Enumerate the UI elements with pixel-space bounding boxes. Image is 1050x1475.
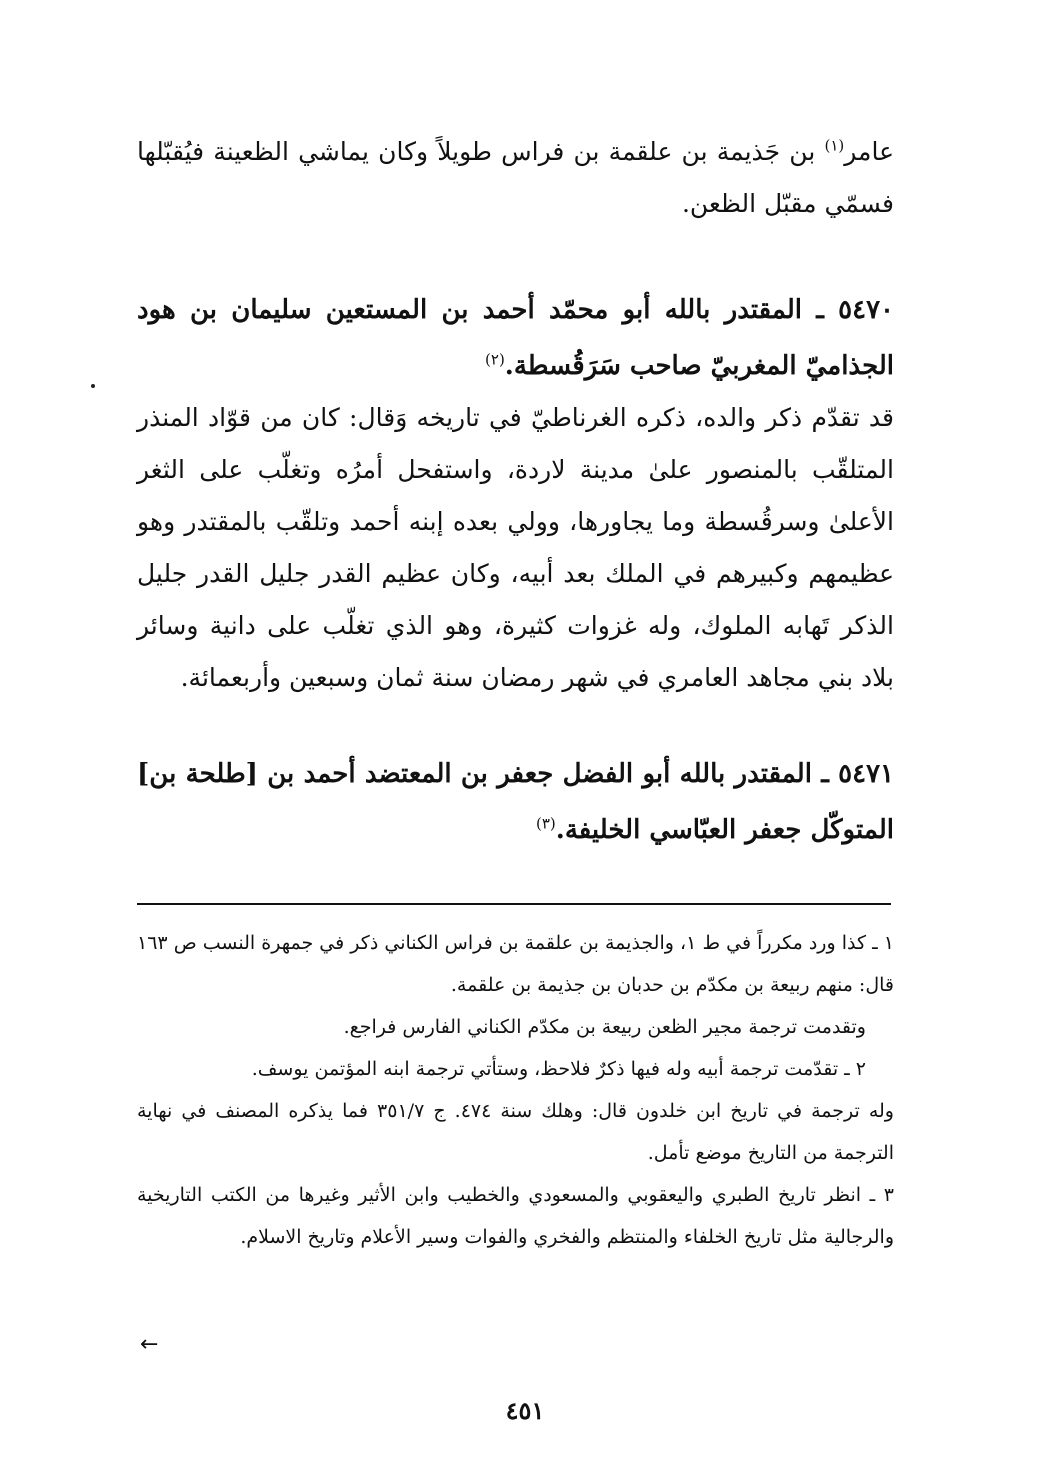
footnote-2: ٢ ـ تقدّمت ترجمة أبيه وله فيها ذكرٌ فلاحظ، وستأتي ترجمة ابنه المؤتمن يوسف. [251, 1058, 866, 1080]
footnote-1-continued: وتقدمت ترجمة مجير الظعن ربيعة بن مكدّم الكناني الفارس فراجع. [343, 1016, 866, 1038]
footnote-separator [137, 903, 891, 905]
footnotes [137, 922, 894, 1258]
intro-text-start: عامر [844, 137, 894, 166]
entry-number: ٥٤٧٠ [838, 295, 894, 325]
footnote-ref-2[interactable]: (٢) [485, 350, 505, 369]
entry-body-text: قد تقدّم ذكر والده، ذكره الغرناطيّ في تاريخه وَقال: كان من قوّاد المنذر المتلقّب بالمنصور علىٰ مدينة لاردة، واستفحل أمرُه وتغلّب على الثغر الأعلىٰ وسرقُسطة وما يجاورها، وولي بعده إبنه أحمد وتلقّب بالمقتدر وهو عظيمهم وكبيرهم في الملك بعد أبيه، وكان عظيم القدر جليل القدر جليل الذكر تَهابه الملوك، وله غزوات كثيرة، وهو الذي تغلّب على دانية وسائر بلاد بني مجاهد العامري في شهر رمضان سنة ثمان وسبعين وأربعمائة. [137, 403, 894, 692]
entry-5470-heading [137, 282, 894, 394]
margin-dot [91, 384, 95, 388]
entry-5471-heading [137, 746, 894, 858]
entry-title: ـ المقتدر بالله أبو الفضل جعفر بن المعتضد أحمد بن [طلحة بن] المتوكّل جعفر العبّاسي الخليفة. [137, 759, 894, 845]
footnote-1: ١ ـ كذا ورد مكرراً في ط ١، والجذيمة بن علقمة بن فراس الكناني ذكر في جمهرة النسب ص ١٦٣ قال: منهم ربيعة بن مكدّم بن حدبان بن جذيمة بن علقمة. [137, 932, 894, 996]
entry-5470-body [137, 392, 894, 704]
footnote-3: ٣ ـ انظر تاريخ الطبري واليعقوبي والمسعودي والخطيب وابن الأثير وغيرها من الكتب التاريخية والرجالية مثل تاريخ الخلفاء والمنتظم والفخري والفوات وسير الأعلام وتاريخ الاسلام. [137, 1184, 894, 1248]
arrow-left-icon: ← [140, 1332, 159, 1357]
footnote-2-continued: وله ترجمة في تاريخ ابن خلدون قال: وهلك سنة ٤٧٤. ج ٣٥١/٧ فما يذكره المصنف في نهاية الترجمة من التاريخ موضع تأمل. [137, 1100, 894, 1164]
intro-paragraph [137, 126, 894, 230]
footnote-ref-3[interactable]: (٣) [535, 814, 556, 833]
entry-title: ـ المقتدر بالله أبو محمّد أحمد بن المستعين سليمان بن هود الجذاميّ المغربيّ صاحب سَرَقُسطة. [137, 295, 894, 381]
page-number: ٤٥١ [505, 1396, 545, 1425]
intro-text-rest: بن جَذيمة بن علقمة بن فراس طويلاً وكان يماشي الظعينة فيُقبّلها فسمّي مقبّل الظعن. [137, 137, 894, 218]
footnote-ref-1[interactable]: (١) [824, 136, 845, 155]
entry-number: ٥٤٧١ [838, 759, 894, 789]
